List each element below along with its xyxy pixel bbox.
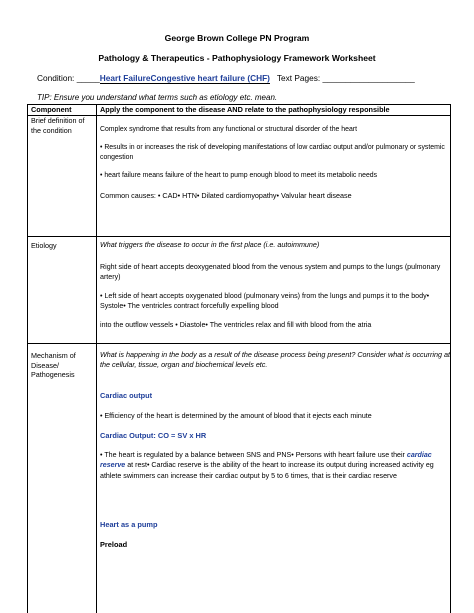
table-column-divider [96,104,97,613]
definition-text: Complex syndrome that results from any functional or structural disorder of the heart [100,126,357,133]
row-label-brief-definition: Brief definition of the condition [31,116,85,135]
cardiac-reserve-term: cardiac reserve [100,451,432,470]
regulation-part-2: at rest• Cardiac reserve is the ability of the heart to increase its output during increased activity eg athlete swimmers can increase their cardiac output by 5 to 6 times, that is their cardiac reserve [100,461,434,480]
etiology-left-side: • Left side of heart accepts oxygenated blood (pulmonary veins) from the lungs and pumps it to the body• Systole• The ventricles contract forcefully expelling blood [100,292,430,311]
common-causes-text: Common causes: • CAD• HTN• Dilated cardiomyopathy• Valvular heart disease [100,191,352,200]
condition-line [37,73,415,84]
row-divider-1 [27,236,450,237]
cardiac-output-heading: Cardiac output [100,391,153,400]
heart-as-pump-heading: Heart as a pump [100,520,158,529]
text-pages-label: Text Pages: [276,73,321,83]
document-title: George Brown College PN Program [164,33,310,43]
preload-heading: Preload [100,540,128,549]
cardiac-output-formula: Cardiac Output: CO = SV x HR [100,431,207,440]
etiology-right-side: Right side of heart accepts deoxygenated blood from the venous system and pumps to the lungs (pulmonary artery) [100,263,441,282]
definition-bullet-risk: • Results in or increases the risk of developing manifestations of low cardiac output and/or pulmonary or systemic congestion [100,144,445,162]
row-label-mechanism: Mechanism of Disease/ Pathogenesis [31,351,76,380]
etiology-question: What triggers the disease to occur in the first place (i.e. autoimmune) [100,240,320,249]
condition-value-heart-failure: Heart Failure [99,73,151,83]
condition-value-chf: Congestive heart failure (CHF) [150,73,270,83]
mechanism-question: What is happening in the body as a result of the disease process being present? Consider what is occurring at the cellular, tissue, organ and biochemical levels etc. [100,350,450,370]
tip-text: TIP: Ensure you understand what terms such as etiology etc. mean. [37,93,278,102]
regulation-text [100,450,450,481]
row-divider-2 [27,343,450,344]
etiology-diastole: into the outflow vessels • Diastole• The ventricles relax and fill with blood from the atria [100,321,372,329]
condition-blank: _____ [76,73,100,83]
regulation-part-1: • The heart is regulated by a balance between SNS and PNS• Persons with heart failure use their [100,451,405,459]
document-subtitle: Pathology & Therapeutics - Pathophysiology Framework Worksheet [98,53,376,63]
definition-bullet-failure: • heart failure means failure of the heart to pump enough blood to meet its metabolic needs [100,172,378,179]
text-pages-blank: ____________________ [322,73,415,83]
col-header-component: Component [31,105,72,114]
efficiency-text: • Efficiency of the heart is determined by the amount of blood that it ejects each minute [100,412,372,420]
table-left-border [27,104,28,613]
table-right-border [450,104,451,613]
row-label-etiology: Etiology [31,241,57,250]
col-header-apply: Apply the component to the disease AND relate to the pathophysiology responsible [100,105,390,114]
condition-label: Condition: [37,73,75,83]
